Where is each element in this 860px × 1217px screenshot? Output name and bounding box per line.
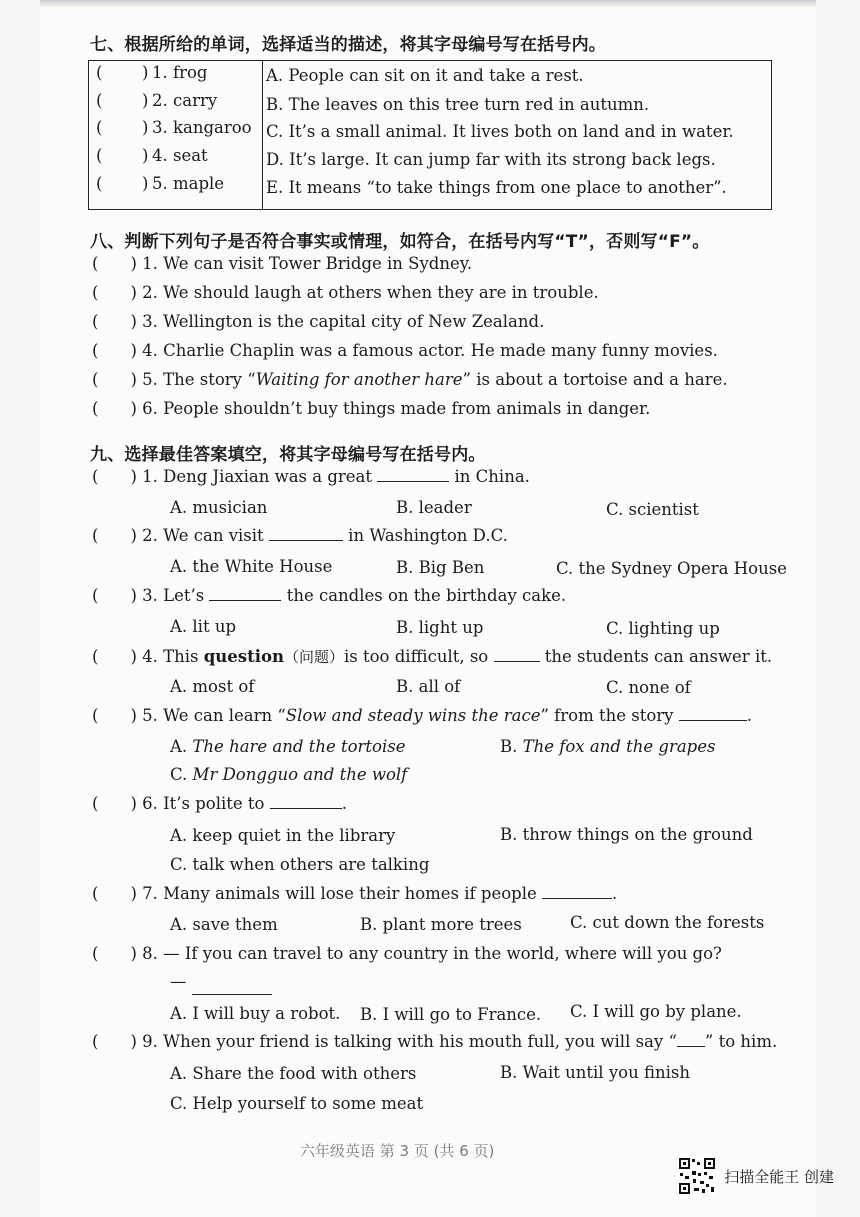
answer-blank[interactable]	[270, 807, 342, 809]
option-c: C. I will go by plane.	[570, 1002, 742, 1021]
scanner-label: 扫描全能王 创建	[724, 1167, 834, 1186]
answer-paren[interactable]: (	[92, 312, 99, 331]
scan-edge	[40, 0, 816, 8]
mc-question-5: ( ) 5. We can learn “Slow and steady wins the race” from the story .	[92, 706, 753, 725]
option-c: C. the Sydney Opera House	[556, 559, 787, 578]
option-c: C. Help yourself to some meat	[170, 1094, 424, 1113]
tf-item-1: ( ) 1. We can visit Tower Bridge in Sydney.	[92, 254, 473, 273]
section9-heading: 九、选择最佳答案填空，将其字母编号写在括号内。	[90, 445, 486, 465]
option-a: A. save them	[170, 915, 278, 934]
answer-paren[interactable]: (	[92, 884, 99, 903]
word-label: 5. maple	[152, 174, 225, 193]
tf-item-5: ( ) 5. The story “Waiting for another hare” is about a tortoise and a hare.	[92, 370, 728, 389]
option-a: A. musician	[170, 498, 268, 517]
option-a: A. I will buy a robot.	[170, 1004, 341, 1023]
word-label: 2. carry	[152, 91, 218, 110]
tf-item-3: ( ) 3. Wellington is the capital city of New Zealand.	[92, 312, 545, 331]
option-a: A. lit up	[170, 617, 237, 636]
option-a: A. Share the food with others	[170, 1064, 417, 1083]
section8-heading: 八、判断下列句子是否符合事实或情理，如符合，在括号内写“T”，否则写“F”。	[90, 232, 710, 252]
match-desc-d: D. It’s large. It can jump far with its strong back legs.	[266, 150, 716, 169]
qr-code-icon	[678, 1157, 716, 1195]
scanner-watermark	[678, 1157, 834, 1195]
answer-paren[interactable]: (	[96, 146, 103, 165]
answer-paren[interactable]: (	[92, 1032, 99, 1051]
answer-paren[interactable]: (	[92, 647, 99, 666]
mc-question-4: ( ) 4. This question（问题）is too difficult, so the students can answer it.	[92, 647, 773, 666]
answer-paren[interactable]: (	[96, 63, 103, 82]
dialogue-answer-line: —	[170, 972, 272, 991]
section7-heading: 七、根据所给的单词，选择适当的描述，将其字母编号写在括号内。	[90, 35, 606, 55]
option-b: B. Wait until you finish	[500, 1063, 690, 1082]
option-a: A. the White House	[170, 557, 333, 576]
word-label: 1. frog	[152, 63, 208, 82]
option-b: B. light up	[396, 618, 484, 637]
answer-paren[interactable]: (	[96, 118, 103, 137]
mc-question-8: ( ) 8. — If you can travel to any country in the world, where will you go?	[92, 944, 722, 963]
answer-blank[interactable]	[377, 480, 449, 482]
answer-paren[interactable]: (	[92, 370, 99, 389]
option-b: B. throw things on the ground	[500, 825, 753, 844]
answer-blank[interactable]	[494, 660, 540, 662]
option-b: B. all of	[396, 677, 461, 696]
option-a: A. The hare and the tortoise	[170, 737, 406, 756]
answer-paren[interactable]: (	[92, 399, 99, 418]
answer-paren[interactable]: (	[92, 794, 99, 813]
mc-question-7: ( ) 7. Many animals will lose their homes if people .	[92, 884, 618, 903]
option-c: C. talk when others are talking	[170, 855, 430, 874]
answer-blank[interactable]	[269, 539, 343, 541]
answer-blank[interactable]	[677, 1045, 705, 1047]
mc-question-9: ( ) 9. When your friend is talking with his mouth full, you will say “ ” to him.	[92, 1032, 778, 1051]
match-desc-c: C. It’s a small animal. It lives both on land and in water.	[266, 122, 734, 141]
option-a: A. keep quiet in the library	[170, 826, 396, 845]
option-c: C. scientist	[606, 500, 699, 519]
mc-question-3: ( ) 3. Let’s the candles on the birthday cake.	[92, 586, 567, 605]
matching-table-divider	[262, 60, 263, 210]
answer-blank[interactable]	[192, 993, 272, 995]
answer-paren[interactable]: (	[92, 467, 99, 486]
option-b: B. I will go to France.	[360, 1005, 542, 1024]
answer-blank[interactable]	[542, 897, 612, 899]
answer-paren[interactable]: (	[92, 526, 99, 545]
option-b: B. Big Ben	[396, 558, 485, 577]
page-footer	[300, 1140, 494, 1150]
match-desc-b: B. The leaves on this tree turn red in autumn.	[266, 95, 650, 114]
answer-paren[interactable]: (	[92, 254, 99, 273]
option-b: B. The fox and the grapes	[500, 737, 716, 756]
answer-blank[interactable]	[679, 719, 747, 721]
word-label: 4. seat	[152, 146, 208, 165]
answer-paren[interactable]: (	[92, 706, 99, 725]
option-c: C. Mr Dongguo and the wolf	[170, 765, 408, 784]
tf-item-6: ( ) 6. People shouldn’t buy things made from animals in danger.	[92, 399, 651, 418]
mc-question-1: ( ) 1. Deng Jiaxian was a great in China.	[92, 467, 530, 486]
answer-blank[interactable]	[209, 599, 281, 601]
mc-question-2: ( ) 2. We can visit in Washington D.C.	[92, 526, 508, 545]
answer-paren[interactable]: (	[96, 174, 103, 193]
option-c: C. none of	[606, 678, 691, 697]
answer-paren[interactable]: (	[96, 91, 103, 110]
option-b: B. plant more trees	[360, 915, 522, 934]
answer-paren[interactable]: (	[92, 283, 99, 302]
match-desc-e: E. It means “to take things from one place to another”.	[266, 178, 727, 197]
answer-paren[interactable]: (	[92, 586, 99, 605]
option-c: C. cut down the forests	[570, 913, 765, 932]
tf-item-2: ( ) 2. We should laugh at others when they are in trouble.	[92, 283, 599, 302]
word-label: 3. kangaroo	[152, 118, 252, 137]
answer-paren[interactable]: (	[92, 341, 99, 360]
option-b: B. leader	[396, 498, 472, 517]
option-c: C. lighting up	[606, 619, 720, 638]
answer-paren[interactable]: (	[92, 944, 99, 963]
match-desc-a: A. People can sit on it and take a rest.	[266, 66, 584, 85]
tf-item-4: ( ) 4. Charlie Chaplin was a famous actor. He made many funny movies.	[92, 341, 718, 360]
mc-question-6: ( ) 6. It’s polite to .	[92, 794, 347, 813]
option-a: A. most of	[170, 677, 255, 696]
